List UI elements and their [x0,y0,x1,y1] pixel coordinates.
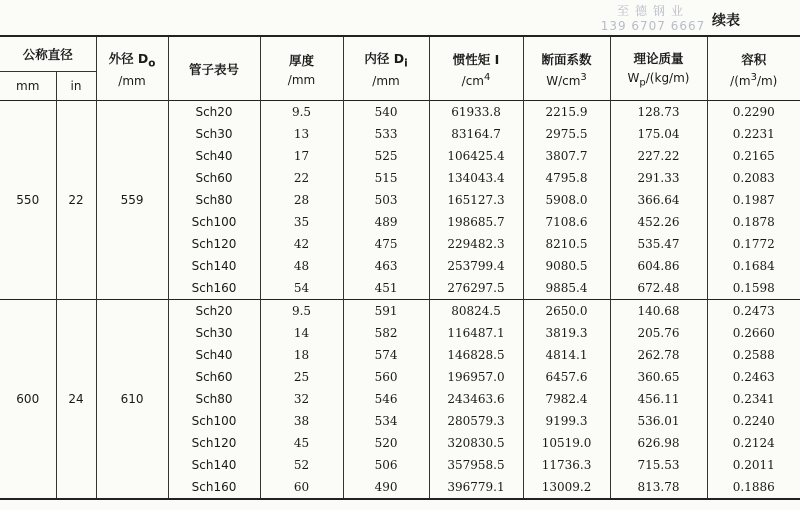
schedule-cell: Sch60 [168,366,260,388]
header-nominal-diameter: 公称直径 [0,36,96,72]
header-weight-label: 理论质量 [633,50,684,66]
volume-cell: 0.2083 [707,167,800,189]
header-od-unit: /mm [118,73,146,88]
moment-of-inertia-cell: 396779.1 [429,476,523,499]
volume-cell: 0.2124 [707,432,800,454]
moment-of-inertia-cell: 276297.5 [429,277,523,300]
header-od-label: 外径 D [108,51,149,67]
header-inertia-unit: /cm [461,73,484,88]
schedule-cell: Sch120 [168,432,260,454]
header-id-unit: /mm [372,73,400,88]
volume-cell: 0.1598 [707,277,800,300]
thickness-cell: 32 [260,388,343,410]
theoretical-weight-cell: 604.86 [610,255,707,277]
inner-diameter-cell: 591 [343,300,429,323]
inner-diameter-cell: 515 [343,167,429,189]
theoretical-weight-cell: 813.78 [610,476,707,499]
header-mm: mm [16,79,40,93]
header-od-sub: o [148,57,156,70]
theoretical-weight-cell: 715.53 [610,454,707,476]
outer-diameter-cell: 559 [96,101,168,300]
section-modulus-cell: 11736.3 [523,454,610,476]
schedule-cell: Sch40 [168,145,260,167]
volume-cell: 0.2290 [707,101,800,124]
moment-of-inertia-cell: 196957.0 [429,366,523,388]
volume-cell: 0.2240 [707,410,800,432]
thickness-cell: 14 [260,322,343,344]
header-weight-unit2: /(kg/m) [645,70,690,85]
section-modulus-cell: 4814.1 [523,344,610,366]
nominal-mm-cell: 550 [16,193,40,207]
thickness-cell: 42 [260,233,343,255]
header-id-sub: i [404,57,408,70]
header-schedule: 管子表号 [168,36,260,101]
theoretical-weight-cell: 626.98 [610,432,707,454]
section-modulus-cell: 9885.4 [523,277,610,300]
inner-diameter-cell: 533 [343,123,429,145]
header-theoretical-weight [610,36,707,101]
group-600 [0,300,800,500]
header-weight-sub: p [639,77,646,89]
section-modulus-cell: 3807.7 [523,145,610,167]
schedule-cell: Sch40 [168,344,260,366]
schedule-cell: Sch20 [168,101,260,124]
header-section-unit: W/cm [546,73,581,88]
header-thickness-unit: /mm [287,72,316,87]
thickness-cell: 35 [260,211,343,233]
header-thickness [260,36,343,101]
moment-of-inertia-cell: 146828.5 [429,344,523,366]
moment-of-inertia-cell: 83164.7 [429,123,523,145]
thickness-cell: 54 [260,277,343,300]
thickness-cell: 13 [260,123,343,145]
header-volume-unit: /(m [730,73,751,88]
section-modulus-cell: 13009.2 [523,476,610,499]
header-thickness-label: 厚度 [289,52,315,68]
section-modulus-cell: 9080.5 [523,255,610,277]
header-section-modulus [523,36,610,101]
moment-of-inertia-cell: 198685.7 [429,211,523,233]
theoretical-weight-cell: 227.22 [610,145,707,167]
section-modulus-cell: 2975.5 [523,123,610,145]
thickness-cell: 60 [260,476,343,499]
watermark [578,4,728,34]
volume-cell: 0.1684 [707,255,800,277]
volume-cell: 0.1987 [707,189,800,211]
moment-of-inertia-cell: 280579.3 [429,410,523,432]
section-modulus-cell: 2215.9 [523,101,610,124]
schedule-cell: Sch160 [168,476,260,499]
theoretical-weight-cell: 140.68 [610,300,707,323]
volume-cell: 0.2660 [707,322,800,344]
inner-diameter-cell: 451 [343,277,429,300]
volume-cell: 0.2231 [707,123,800,145]
header-in: in [56,72,96,101]
schedule-cell: Sch80 [168,189,260,211]
schedule-cell: Sch120 [168,233,260,255]
header-id-label: 内径 D [364,51,405,67]
thickness-cell: 28 [260,189,343,211]
volume-cell: 0.2165 [707,145,800,167]
inner-diameter-cell: 489 [343,211,429,233]
thickness-cell: 48 [260,255,343,277]
inner-diameter-cell: 560 [343,366,429,388]
volume-cell: 0.2588 [707,344,800,366]
theoretical-weight-cell: 262.78 [610,344,707,366]
section-modulus-cell: 4795.8 [523,167,610,189]
header-volume-label: 容积 [741,51,767,67]
moment-of-inertia-cell: 80824.5 [429,300,523,323]
header-outer-diameter [96,36,168,101]
theoretical-weight-cell: 535.47 [610,233,707,255]
volume-cell: 0.2463 [707,366,800,388]
watermark-phone: 139 6707 6667 [600,19,706,33]
inner-diameter-cell: 490 [343,476,429,499]
header-inertia-label: 惯性矩 I [452,51,500,67]
moment-of-inertia-cell: 116487.1 [429,322,523,344]
inner-diameter-cell: 574 [343,344,429,366]
table-row [0,101,800,124]
moment-of-inertia-cell: 134043.4 [429,167,523,189]
thickness-cell: 17 [260,145,343,167]
volume-cell: 0.2341 [707,388,800,410]
theoretical-weight-cell: 366.64 [610,189,707,211]
thickness-cell: 38 [260,410,343,432]
volume-cell: 0.1886 [707,476,800,499]
theoretical-weight-cell: 536.01 [610,410,707,432]
thickness-cell: 9.5 [260,101,343,124]
schedule-cell: Sch100 [168,211,260,233]
table-row [0,300,800,323]
section-modulus-cell: 7982.4 [523,388,610,410]
moment-of-inertia-cell: 357958.5 [429,454,523,476]
inner-diameter-cell: 546 [343,388,429,410]
nominal-in-cell: 22 [56,101,96,300]
schedule-cell: Sch60 [168,167,260,189]
thickness-cell: 18 [260,344,343,366]
section-modulus-cell: 6457.6 [523,366,610,388]
section-modulus-cell: 5908.0 [523,189,610,211]
theoretical-weight-cell: 456.11 [610,388,707,410]
theoretical-weight-cell: 128.73 [610,101,707,124]
schedule-cell: Sch100 [168,410,260,432]
header-inertia-sup: 4 [484,71,491,83]
header-section-sup: 3 [580,71,587,83]
section-modulus-cell: 10519.0 [523,432,610,454]
schedule-cell: Sch30 [168,123,260,145]
header-weight-unit: W [627,70,640,85]
moment-of-inertia-cell: 253799.4 [429,255,523,277]
inner-diameter-cell: 520 [343,432,429,454]
thickness-cell: 9.5 [260,300,343,323]
header-volume-unit2: /m) [756,73,778,88]
theoretical-weight-cell: 452.26 [610,211,707,233]
schedule-cell: Sch140 [168,454,260,476]
section-modulus-cell: 2650.0 [523,300,610,323]
header-volume-sup: 3 [750,71,757,83]
volume-cell: 0.2473 [707,300,800,323]
schedule-cell: Sch30 [168,322,260,344]
watermark-company: 至德钢业 [616,4,689,18]
inner-diameter-cell: 463 [343,255,429,277]
moment-of-inertia-cell: 229482.3 [429,233,523,255]
inner-diameter-cell: 506 [343,454,429,476]
inner-diameter-cell: 540 [343,101,429,124]
moment-of-inertia-cell: 165127.3 [429,189,523,211]
pipe-spec-table [0,35,800,500]
thickness-cell: 52 [260,454,343,476]
header-volume [707,36,800,101]
theoretical-weight-cell: 360.65 [610,366,707,388]
moment-of-inertia-cell: 320830.5 [429,432,523,454]
schedule-cell: Sch20 [168,300,260,323]
thickness-cell: 22 [260,167,343,189]
volume-cell: 0.1772 [707,233,800,255]
inner-diameter-cell: 525 [343,145,429,167]
inner-diameter-cell: 534 [343,410,429,432]
theoretical-weight-cell: 175.04 [610,123,707,145]
inner-diameter-cell: 475 [343,233,429,255]
section-modulus-cell: 7108.6 [523,211,610,233]
moment-of-inertia-cell: 243463.6 [429,388,523,410]
theoretical-weight-cell: 205.76 [610,322,707,344]
inner-diameter-cell: 582 [343,322,429,344]
continued-label: 续表 [712,13,740,29]
thickness-cell: 45 [260,432,343,454]
schedule-cell: Sch80 [168,388,260,410]
nominal-in-cell: 24 [56,300,96,500]
volume-cell: 0.2011 [707,454,800,476]
theoretical-weight-cell: 291.33 [610,167,707,189]
inner-diameter-cell: 503 [343,189,429,211]
outer-diameter-cell: 610 [96,300,168,500]
nominal-mm-cell: 600 [16,392,40,406]
volume-cell: 0.1878 [707,211,800,233]
section-modulus-cell: 9199.3 [523,410,610,432]
group-550 [0,101,800,300]
moment-of-inertia-cell: 106425.4 [429,145,523,167]
header-section-label: 断面系数 [541,51,592,67]
header-moment-of-inertia [429,36,523,101]
schedule-cell: Sch160 [168,277,260,300]
section-modulus-cell: 3819.3 [523,322,610,344]
schedule-cell: Sch140 [168,255,260,277]
thickness-cell: 25 [260,366,343,388]
theoretical-weight-cell: 672.48 [610,277,707,300]
header-inner-diameter [343,36,429,101]
moment-of-inertia-cell: 61933.8 [429,101,523,124]
section-modulus-cell: 8210.5 [523,233,610,255]
